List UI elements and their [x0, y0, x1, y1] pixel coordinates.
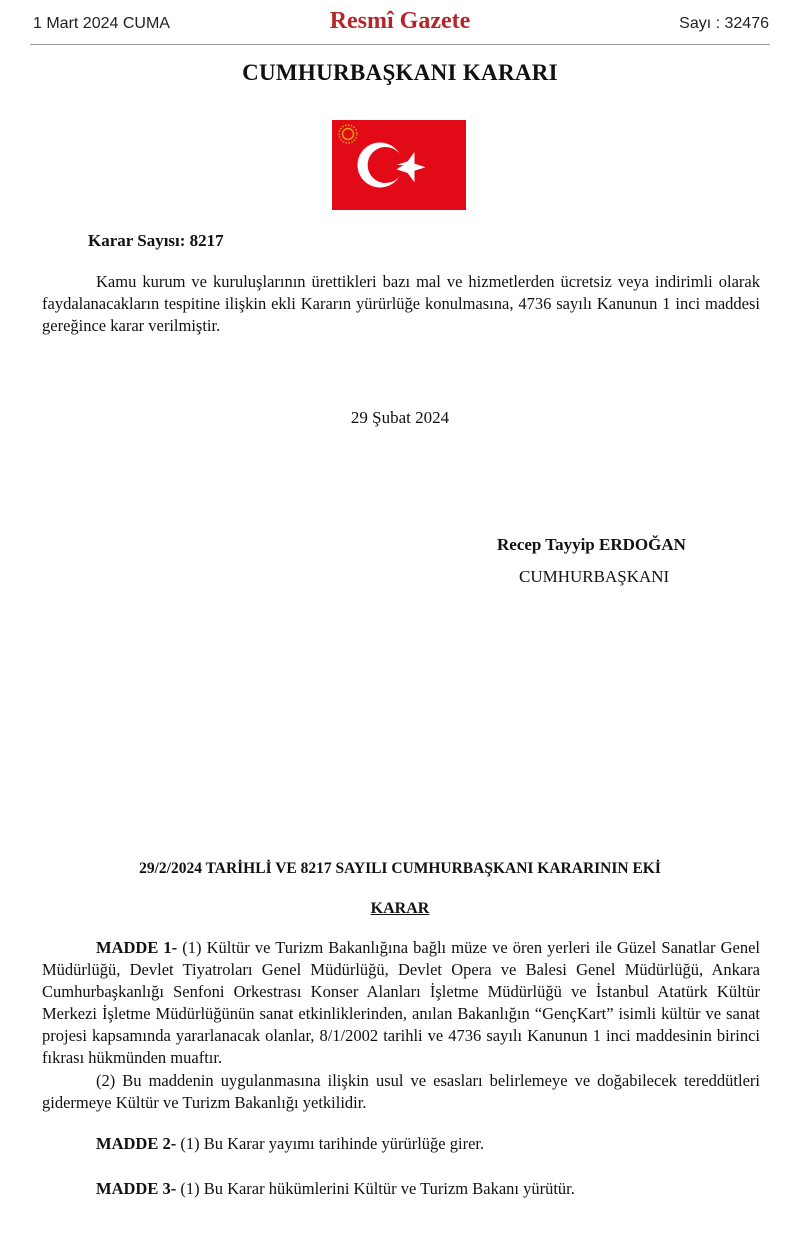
issue-date: 1 Mart 2024 CUMA — [33, 15, 170, 32]
issue-number: Sayı : 32476 — [679, 15, 769, 32]
article-2 — [42, 1133, 760, 1155]
turkish-flag-icon — [332, 120, 466, 210]
article-text: (1) Kültür ve Turizm Bakanlığına bağlı müze ve ören yerleri ile Güzel Sanatlar Genel Müdürlüğü, Devlet Tiyatroları Genel Müdürlüğü, Devlet Opera ve Balesi Genel Müdürlüğü, Ankara Cumhurbaşkanlığı Senfoni Orkestrası Konser Alanları İşletme Müdürlüğü ve İstanbul Atatürk Kültür Merkezi İşletme Müdürlüğünün sanat etkinliklerinden, anılan Bakanlığın “GençKart” isimli kültür ve sanat projesi kapsamında yararlanacak olanlar, 8/1/2002 tarihli ve 4736 sayılı Kanunun 1 inci maddesinin birinci fıkrası hükmünden muaftır. — [42, 938, 760, 1067]
signer-title: CUMHURBAŞKANI — [519, 567, 670, 586]
article-1-clause-2 — [42, 1070, 760, 1114]
document-heading: CUMHURBAŞKANI KARARI — [242, 60, 558, 85]
article-3 — [42, 1178, 760, 1200]
gazette-header — [0, 0, 800, 46]
article-1 — [42, 937, 760, 1069]
header-divider — [30, 44, 770, 45]
decision-date: 29 Şubat 2024 — [350, 408, 450, 427]
article-label: MADDE 2- — [96, 1134, 177, 1153]
article-text: (1) Bu Karar hükümlerini Kültür ve Turizm Bakanı yürütür. — [176, 1179, 575, 1198]
article-label: MADDE 3- — [96, 1179, 177, 1198]
clause-text: (2) Bu maddenin uygulanmasına ilişkin usul ve esasları belirlemeye ve doğabilecek tereddütleri gidermeye Kültür ve Turizm Bakanlığı yetkilidir. — [42, 1071, 760, 1112]
annex-subheading: KARAR — [370, 900, 430, 917]
gazette-title: Resmî Gazete — [329, 8, 471, 34]
intro-text: Kamu kurum ve kuruluşlarının ürettikleri bazı mal ve hizmetlerden ücretsiz veya indirimli olarak faydalanacakların tespitine ilişkin ekli Kararın yürürlüğe konulmasına, 4736 sayılı Kanunun 1 inci maddesi gereğince karar verilmiştir. — [42, 272, 760, 335]
article-label: MADDE 1- — [96, 938, 178, 957]
decision-number: Karar Sayısı: 8217 — [88, 231, 224, 250]
annex-heading: 29/2/2024 TARİHLİ VE 8217 SAYILI CUMHURBAŞKANI KARARININ EKİ — [139, 860, 661, 877]
signer-name: Recep Tayyip ERDOĞAN — [497, 535, 686, 554]
intro-paragraph — [42, 271, 760, 337]
article-text: (1) Bu Karar yayımı tarihinde yürürlüğe girer. — [176, 1134, 485, 1153]
